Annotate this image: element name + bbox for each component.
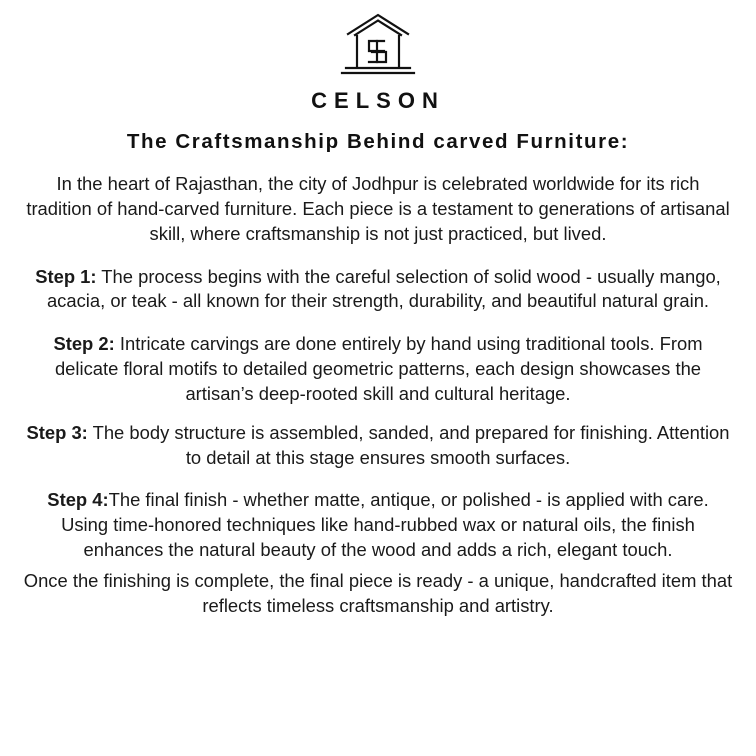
step-1-label: Step 1: xyxy=(35,265,97,287)
closing-paragraph: Once the finishing is complete, the final piece is ready - a unique, handcrafted item that reflects timeless craftsmanship and artistry. xyxy=(23,569,733,616)
step-4-text: The final finish - whether matte, antique, or polished - is applied with care. Using time-honored techniques like hand-rubbed wax or natural oils, the finish enhances the natural beauty of the wood and adds a rich, elegant touch. xyxy=(61,489,709,561)
step-2-paragraph xyxy=(22,332,734,407)
step-3-label: Step 3: xyxy=(26,421,88,443)
step-3-paragraph xyxy=(22,421,734,471)
page-title: The Craftsmanship Behind carved Furniture: xyxy=(126,130,630,153)
step-2-label: Step 2: xyxy=(53,333,115,355)
house-monogram-icon xyxy=(328,10,428,84)
intro-paragraph xyxy=(22,172,734,247)
brand-name: CELSON xyxy=(311,88,445,113)
step-2-text: Intricate carvings are done entirely by hand using traditional tools. From delicate floral motifs to detailed geometric patterns, each design showcases the artisan’s deep-rooted skill and cultural heritage. xyxy=(54,333,703,404)
step-1-text: The process begins with the careful selection of solid wood - usually mango, acacia, or teak - all known for their strength, durability, and beautiful natural grain. xyxy=(46,265,721,312)
step-1-paragraph xyxy=(22,265,734,315)
step-3-text: The body structure is assembled, sanded, and prepared for finishing. Attention to detail at this stage ensures smooth surfaces. xyxy=(87,421,730,468)
step-4-paragraph xyxy=(22,488,734,563)
paragraph-text: In the heart of Rajasthan, the city of Jodhpur is celebrated worldwide for its rich tradition of hand-carved furniture. Each piece is a testament to generations of artisanal skill, where craftsmanship is not just practiced, but lived. xyxy=(26,173,730,244)
step-4-label: Step 4: xyxy=(47,489,109,511)
